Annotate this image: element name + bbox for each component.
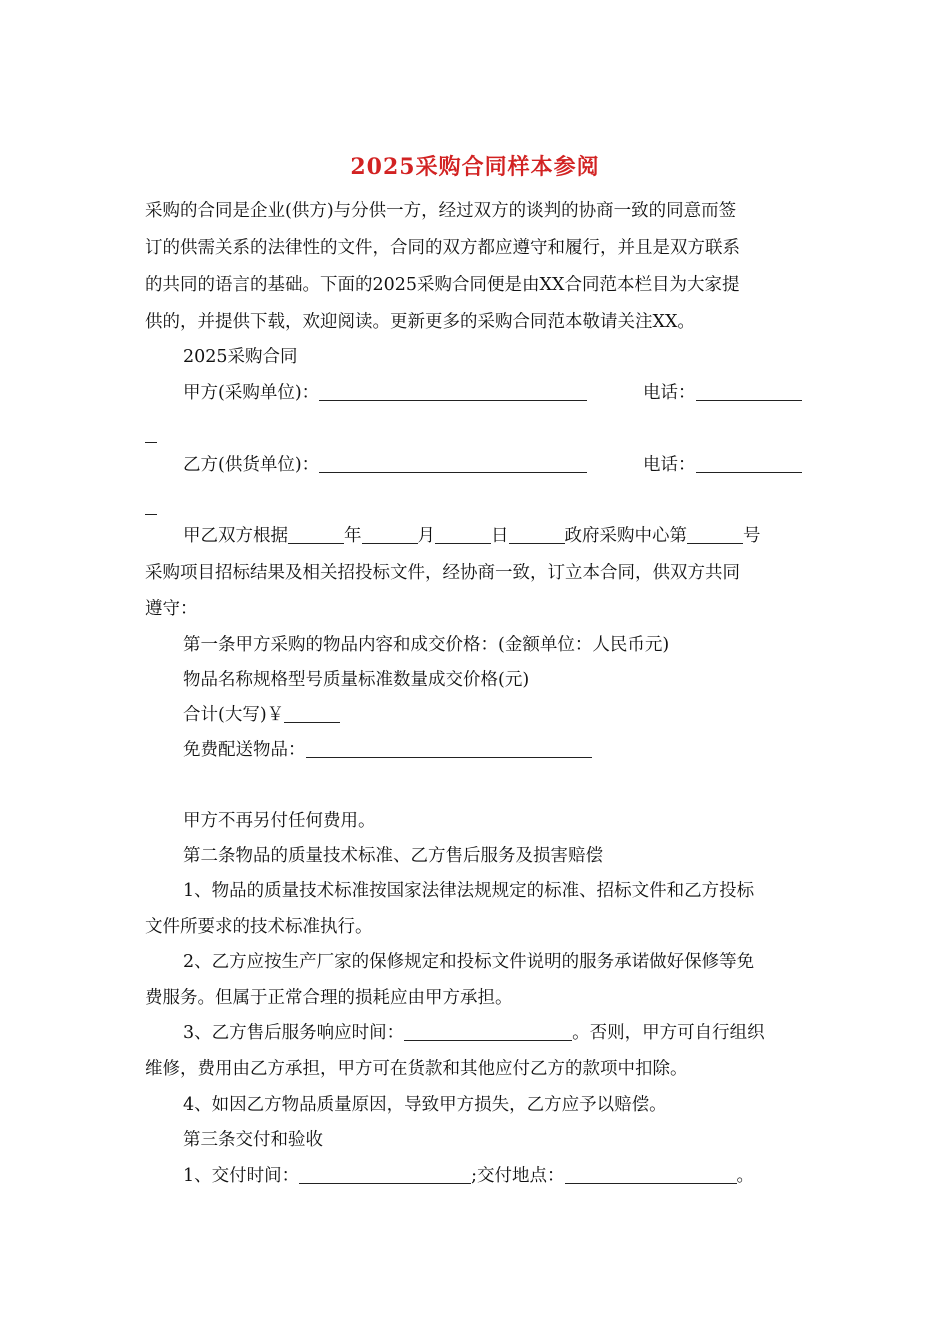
item-3-rest: 。否则，甲方可自行组织 [572,1023,765,1043]
party-a-phone-blank[interactable] [696,383,802,402]
item-2-line-1: 2、乙方应按生产厂家的保修规定和投标文件说明的服务承诺做好保修等免 [183,952,755,972]
article-3: 第三条交付和验收 [183,1130,323,1150]
total-label: 合计(大写)￥ [183,705,285,725]
party-a-row [183,378,587,408]
item-1-line-2: 文件所要求的技术标准执行。 [145,917,373,937]
day-blank[interactable] [435,526,491,545]
party-a-phone-label: 电话： [643,383,696,403]
delivery-period: 。 [736,1166,755,1186]
item-3-label: 3、乙方售后服务响应时间： [183,1023,405,1043]
gov-blank[interactable] [509,526,565,545]
item-3-line-2: 维修，费用由乙方承担，甲方可在货款和其他应付乙方的款项中扣除。 [145,1059,688,1079]
basis-line-1 [183,521,761,551]
party-b-phone-label: 电话： [643,455,696,475]
delivery-place-blank[interactable] [565,1166,737,1185]
party-b-phone-cont [145,492,157,522]
number-label: 号 [743,526,761,546]
party-b-label: 乙方(供货单位)： [183,455,320,475]
month-label: 月 [417,526,435,546]
number-blank[interactable] [687,526,743,545]
item-2-line-2: 费服务。但属于正常合理的损耗应由甲方承担。 [145,988,513,1008]
party-a-phone-row [643,378,802,408]
delivery-row [183,1161,754,1191]
intro-line-2: 订的供需关系的法律性的文件，合同的双方都应遵守和履行，并且是双方联系 [145,238,740,258]
delivery-time-blank[interactable] [299,1166,471,1185]
basis-line-3: 遵守： [145,599,198,619]
free-delivery-row [183,735,592,765]
document-title: 2025采购合同样本参阅 [350,154,600,180]
center-label: 政府采购中心第 [564,526,687,546]
month-blank[interactable] [362,526,418,545]
article-2: 第二条物品的质量技术标准、乙方售后服务及损害赔偿 [183,846,603,866]
response-time-blank[interactable] [404,1023,572,1042]
delivery-place-label: ;交付地点： [471,1166,565,1186]
total-blank[interactable] [284,705,340,724]
party-b-phone-blank[interactable] [696,455,802,474]
no-extra-fee: 甲方不再另付任何费用。 [183,811,376,831]
intro-line-4: 供的，并提供下载，欢迎阅读。更新更多的采购合同范本敬请关注XX。 [145,312,695,332]
delivery-time-label: 1、交付时间： [183,1166,300,1186]
free-delivery-blank[interactable] [306,740,592,759]
party-a-label: 甲方(采购单位)： [183,383,320,403]
day-label: 日 [491,526,509,546]
contract-name: 2025采购合同 [183,347,298,367]
item-1-line-1: 1、物品的质量技术标准按国家法律法规规定的标准、招标文件和乙方投标 [183,881,755,901]
party-b-row [183,450,587,480]
party-a-phone-cont [145,420,157,450]
total-row [183,700,340,730]
basis-text: 甲乙双方根据 [183,526,288,546]
free-delivery-label: 免费配送物品： [183,740,306,760]
party-b-phone-row [643,450,802,480]
party-a-blank[interactable] [319,383,587,402]
article-1: 第一条甲方采购的物品内容和成交价格：(金额单位：人民币元) [183,635,670,655]
year-blank[interactable] [288,526,344,545]
table-columns: 物品名称规格型号质量标准数量成交价格(元) [183,670,530,690]
basis-line-2: 采购项目招标结果及相关招投标文件，经协商一致，订立本合同，供双方共同 [145,563,740,583]
item-3-line-1 [183,1018,765,1048]
item-4: 4、如因乙方物品质量原因，导致甲方损失，乙方应予以赔偿。 [183,1095,667,1115]
year-label: 年 [344,526,362,546]
intro-line-3: 的共同的语言的基础。下面的2025采购合同便是由XX合同范本栏目为大家提 [145,275,740,295]
party-b-blank[interactable] [319,455,587,474]
intro-line-1: 采购的合同是企业(供方)与分供一方，经过双方的谈判的协商一致的同意而签 [145,201,737,221]
